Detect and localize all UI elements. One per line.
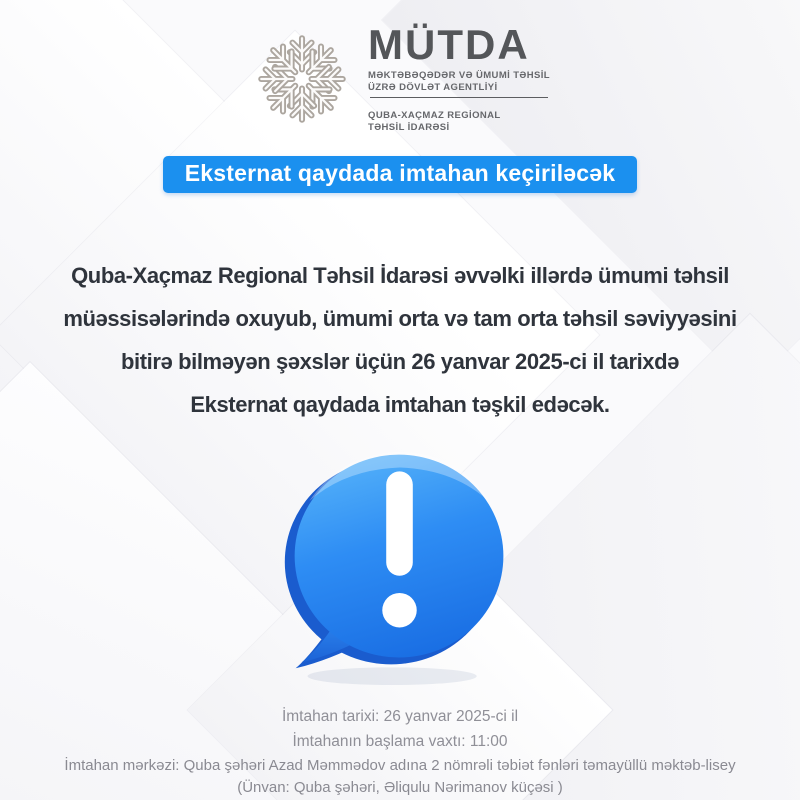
headline-banner-row — [0, 156, 800, 193]
exam-location — [0, 755, 800, 799]
regional-office-line1: QUBA-XAÇMAZ REGİONAL — [368, 109, 501, 121]
exam-address: (Ünvan: Quba şəhəri, Əliqulu Nərimanov küçəsi ) — [237, 779, 563, 796]
announcement-line: Eksternat qaydada imtahan təşkil edəcək. — [190, 392, 610, 417]
exam-schedule — [0, 704, 800, 754]
exclamation-speech-bubble-icon — [272, 432, 528, 688]
agency-subtitle-line2: ÜZRƏ DÖVLƏT AGENTLİYİ — [368, 81, 498, 93]
announcement-line: bitirə bilməyən şəxslər üçün 26 yanvar 2025-ci il tarixdə — [120, 349, 680, 374]
agency-logo-text — [368, 21, 550, 134]
exam-date: İmtahan tarixi: 26 yanvar 2025-ci il — [281, 708, 519, 725]
headline-banner: Eksternat qaydada imtahan keçiriləcək — [163, 156, 638, 193]
agency-subtitle-line1: MƏKTƏBƏQƏDƏR VƏ ÜMUMİ TƏHSİL — [368, 70, 550, 81]
agency-acronym: MÜTDA — [368, 21, 530, 68]
regional-office-name — [368, 110, 550, 134]
logo-divider — [370, 97, 548, 98]
announcement-line: Quba-Xaçmaz Regional Təhsil İdarəsi əvvəlki illərdə ümumi təhsil — [71, 263, 729, 288]
exam-start-time: İmtahanın başlama vaxtı: 11:00 — [292, 733, 508, 750]
agency-logo — [0, 21, 800, 134]
regional-office-line2: TƏHSİL İDARƏSİ — [368, 121, 450, 133]
snowflake-logo-icon — [250, 27, 354, 131]
announcement-line: müəssisələrində oxuyub, ümumi orta və tam orta təhsil səviyyəsini — [63, 306, 737, 331]
announcement-paragraph — [0, 254, 800, 426]
agency-subtitle — [368, 70, 550, 94]
exam-center: İmtahan mərkəzi: Quba şəhəri Azad Məmmədov adına 2 nömrəli təbiət fənləri təmayüllü məktəb-lisey — [64, 757, 736, 774]
